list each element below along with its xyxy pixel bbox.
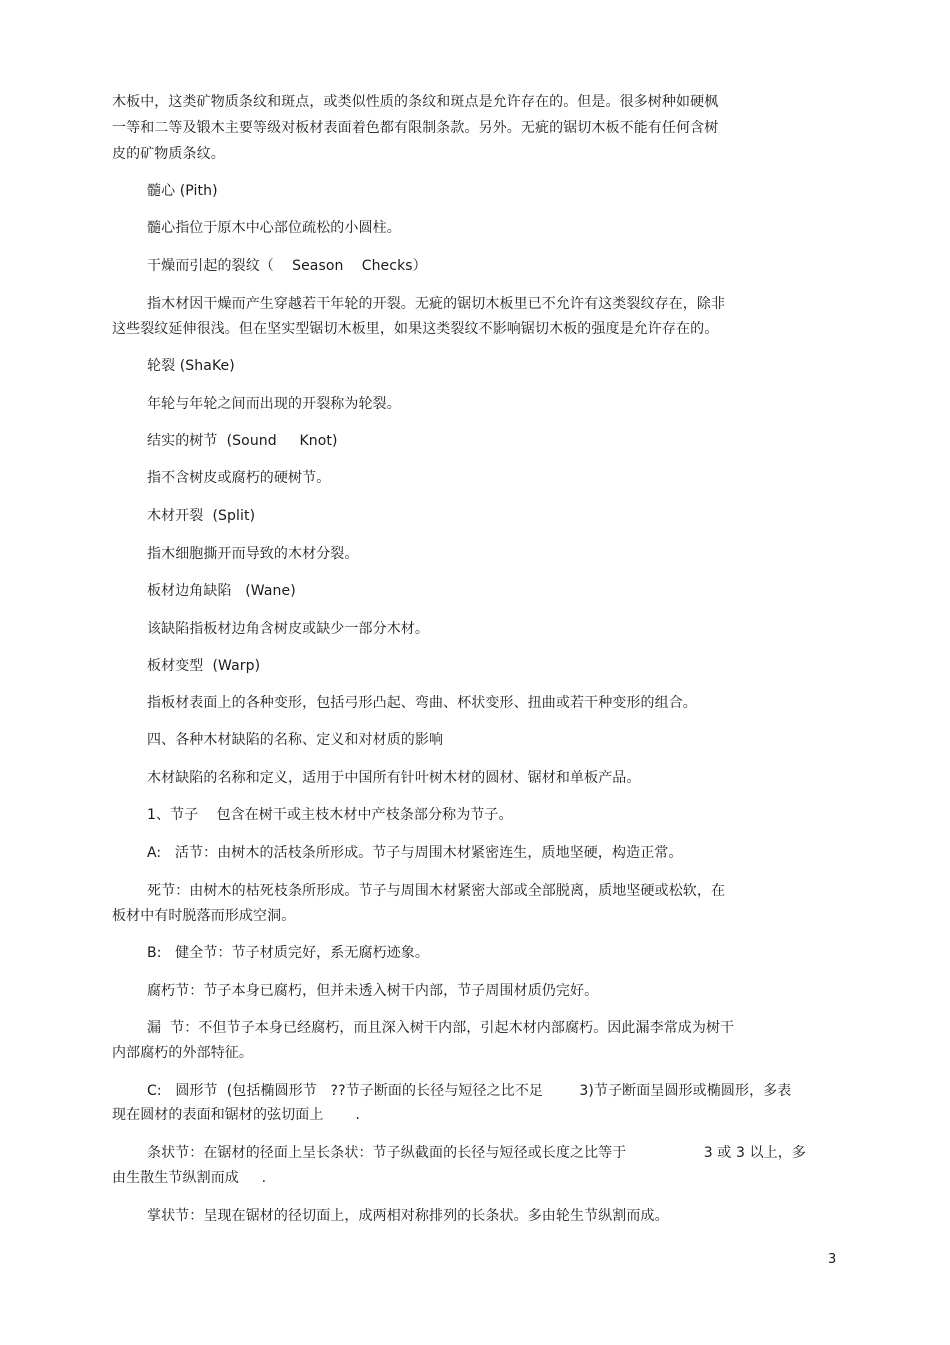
section-heading: 四、各种木材缺陷的名称、定义和对材质的影响 <box>147 732 444 748</box>
paragraph-line: 1、节子 包含在树干或主枝木材中产枝条部分称为节子。 <box>147 807 513 823</box>
paragraph-line: 板材中有时脱落而形成空洞。 <box>112 908 296 924</box>
paragraph-line: 指木细胞撕开而导致的木材分裂。 <box>147 546 359 562</box>
paragraph-line: 漏 节：不但节子本身已经腐朽，而且深入树干内部，引起木材内部腐朽。因此漏李常成为树干 <box>147 1020 735 1036</box>
paragraph-line: 内部腐朽的外部特征。 <box>112 1045 253 1061</box>
section-heading: 板材变型 (Warp) <box>147 658 261 674</box>
paragraph-line: 皮的矿物质条纹。 <box>112 146 225 162</box>
section-heading: 干燥而引起的裂纹（ Season Checks） <box>147 258 427 274</box>
paragraph-line: 木板中，这类矿物质条纹和斑点，或类似性质的条纹和斑点是允许存在的。但是。很多树种如硬枫 <box>112 94 719 110</box>
paragraph-line: 指板材表面上的各种变形，包括弓形凸起、弯曲、杯状变形、扭曲或若干种变形的组合。 <box>147 695 697 711</box>
paragraph-line: 腐朽节：节子本身已腐朽，但并未透入树干内部，节子周围材质仍完好。 <box>147 983 599 999</box>
paragraph-line: 现在圆材的表面和锯材的弦切面上 . <box>112 1107 360 1123</box>
section-heading: 木材开裂 (Split) <box>147 508 256 524</box>
paragraph-line: 这些裂纹延伸很浅。但在坚实型锯切木板里，如果这类裂纹不影响锯切木板的强度是允许存在的。 <box>112 321 719 337</box>
paragraph-line: 髓心指位于原木中心部位疏松的小圆柱。 <box>147 220 401 236</box>
paragraph-line: 该缺陷指板材边角含树皮或缺少一部分木材。 <box>147 621 429 637</box>
section-heading: 结实的树节 (Sound Knot) <box>147 433 338 449</box>
paragraph-line: B: 健全节：节子材质完好，系无腐朽迹象。 <box>147 945 429 961</box>
paragraph-line: 由生散生节纵割而成 . <box>112 1170 267 1186</box>
paragraph-line: 指不含树皮或腐朽的硬树节。 <box>147 470 331 486</box>
section-heading: 髓心 (Pith) <box>147 183 218 199</box>
paragraph-line: 指木材因干燥而产生穿越若干年轮的开裂。无疵的锯切木板里已不允许有这类裂纹存在，除非 <box>147 296 726 312</box>
page-number: 3 <box>828 1252 837 1267</box>
paragraph-line: 一等和二等及锻木主要等级对板材表面着色都有限制条款。另外。无疵的锯切木板不能有任何含树 <box>112 120 719 136</box>
paragraph-line: 条状节：在锯材的径面上呈长条状：节子纵截面的长径与短径或长度之比等于 3 或 3 以上，多 <box>147 1145 806 1161</box>
section-heading: 板材边角缺陷 (Wane) <box>147 583 296 599</box>
paragraph-line: C: 圆形节 (包括椭圆形节 ??节子断面的长径与短径之比不足 3)节子断面呈圆形或椭圆形，多表 <box>147 1083 792 1099</box>
paragraph-line: A: 活节：由树木的活枝条所形成。节子与周围木材紧密连生，质地坚硬，构造正常。 <box>147 845 683 861</box>
section-heading: 轮裂 (ShaKe) <box>147 358 235 374</box>
paragraph-line: 年轮与年轮之间而出现的开裂称为轮裂。 <box>147 396 401 412</box>
paragraph-line: 木材缺陷的名称和定义，适用于中国所有针叶树木材的圆材、锯材和单板产品。 <box>147 770 641 786</box>
paragraph-line: 掌状节：呈现在锯材的径切面上，成两相对称排列的长条状。多由轮生节纵割而成。 <box>147 1208 669 1224</box>
paragraph-line: 死节：由树木的枯死枝条所形成。节子与周围木材紧密大部或全部脱离，质地坚硬或松软，在 <box>147 883 726 899</box>
